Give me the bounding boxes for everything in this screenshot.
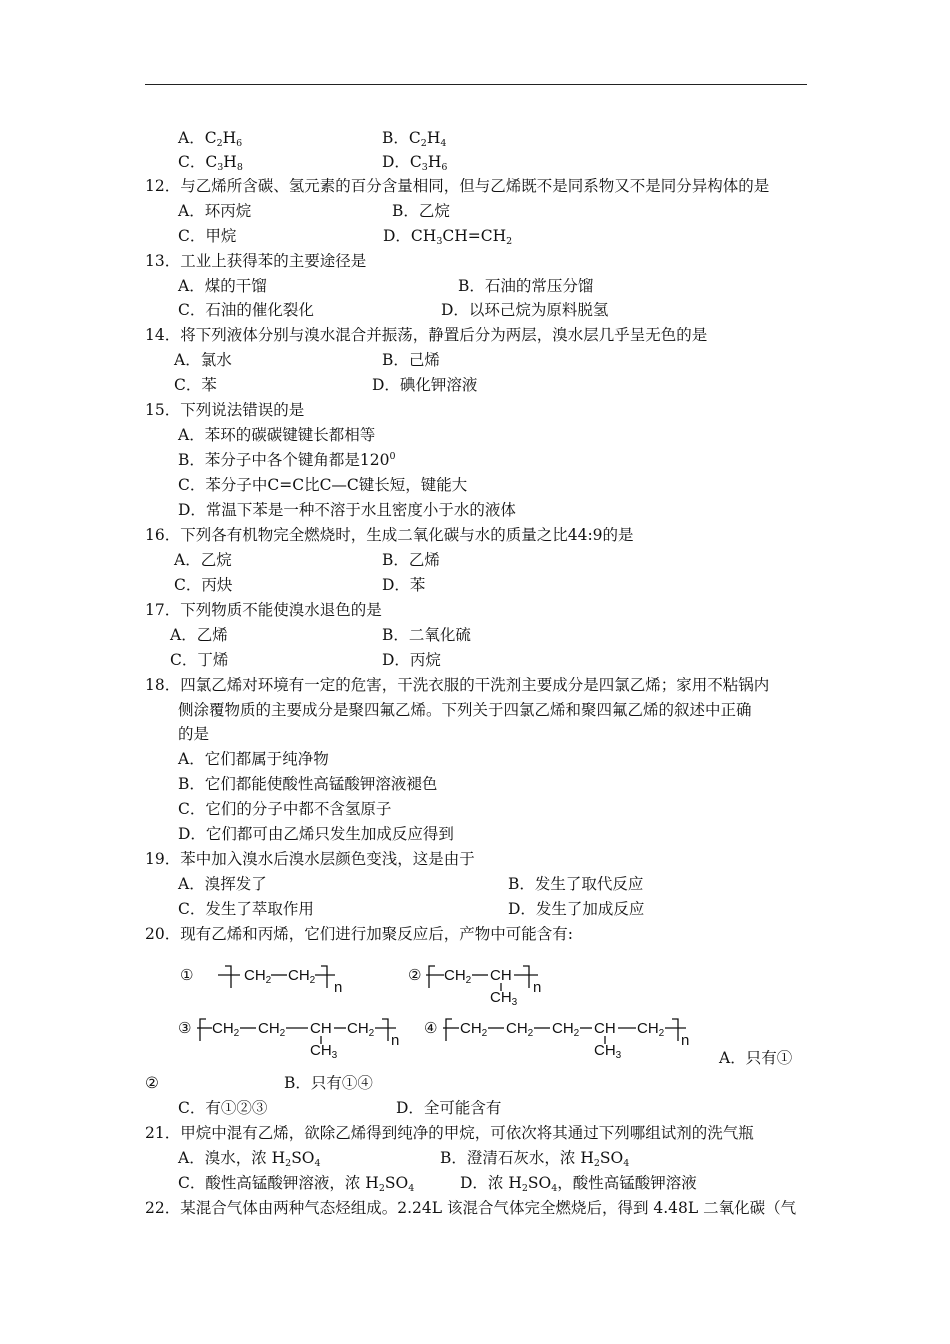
q11-option-c: C．$C_3H_8$ [178, 153, 243, 173]
q18-option-c: C．它们的分子中都不含氢原子 [178, 800, 392, 818]
q11-option-b: B．$C_2H_4$ [382, 129, 447, 149]
q17-option-c: C．丁烯 [170, 651, 229, 669]
atom-ch2: $CH_2$ [552, 1020, 580, 1039]
q14-option-c: C．苯 [174, 376, 217, 394]
bracket-left [225, 966, 231, 988]
q20-option-a-part1: A．只有① [719, 1049, 793, 1067]
atom-ch2: $CH_2$ [444, 967, 472, 986]
q21-option-a: A．溴水，浓 $H_2SO_4$ [178, 1149, 321, 1169]
q21-option-d: D．浓 $H_2SO_4$，酸性高锰酸钾溶液 [460, 1174, 697, 1194]
q12-stem: 12．与乙烯所含碳、氢元素的百分含量相同，但与乙烯既不是同系物又不是同分异构体的是 [145, 177, 770, 195]
q15-stem: 15．下列说法错误的是 [145, 401, 305, 419]
q13-option-c: C．石油的催化裂化 [178, 301, 314, 319]
q18-stem-line2: 侧涂覆物质的主要成分是聚四氟乙烯。下列关于四氯乙烯和聚四氟乙烯的叙述中正确 [178, 701, 752, 719]
bracket-left [446, 1019, 452, 1041]
q14-option-a: A．氯水 [174, 351, 232, 369]
q18-stem-line3: 的是 [178, 725, 210, 743]
polymer-structure-3 [178, 1019, 399, 1061]
structure-number-2: ② [408, 967, 422, 984]
structure-number-3: ③ [178, 1020, 192, 1037]
atom-ch2: $CH_2$ [288, 967, 316, 986]
atom-ch: CH [310, 1020, 332, 1037]
q20-stem: 20．现有乙烯和丙烯，它们进行加聚反应后，产物中可能含有: [145, 925, 573, 943]
q15-option-c: C．苯分子中C=C比C—C键长短，键能大 [178, 476, 468, 494]
q11-option-a: A．$C_2H_6$ [178, 129, 243, 149]
q13-stem: 13．工业上获得苯的主要途径是 [145, 252, 367, 270]
q19-stem: 19．苯中加入溴水后溴水层颜色变浅，这是由于 [145, 850, 475, 868]
q18-option-d: D．它们都可由乙烯只发生加成反应得到 [178, 825, 454, 843]
q12-option-b: B．乙烷 [392, 202, 450, 220]
q19-option-c: C．发生了萃取作用 [178, 900, 314, 918]
q16-option-d: D．苯 [382, 576, 426, 594]
q16-option-a: A．乙烷 [174, 551, 232, 569]
q11-option-d: D．$C_3H_6$ [382, 153, 448, 173]
q12-option-c: C．甲烷 [178, 227, 237, 245]
q20-option-c: C．有①②③ [178, 1099, 268, 1117]
q14-option-d: D．碘化钾溶液 [372, 376, 478, 394]
q18-option-a: A．它们都属于纯净物 [178, 750, 329, 768]
q22-stem: 22．某混合气体由两种气态烃组成。2.24L 该混合气体完全燃烧后，得到 4.48L 二氧化碳（气 [145, 1199, 797, 1217]
repeat-n: n [533, 979, 542, 996]
atom-ch: CH [594, 1020, 616, 1037]
structure-number-4: ④ [424, 1020, 438, 1037]
q13-option-d: D．以环己烷为原料脱氢 [441, 301, 609, 319]
bracket-right [523, 966, 529, 988]
bracket-left [200, 1019, 206, 1041]
atom-ch3: $CH_3$ [490, 989, 518, 1008]
q20-option-d: D．全可能含有 [396, 1099, 502, 1117]
atom-ch: CH [490, 967, 512, 984]
atom-ch2: $CH_2$ [506, 1020, 534, 1039]
q19-option-d: D．发生了加成反应 [508, 900, 645, 918]
q15-option-a: A．苯环的碳碳键键长都相等 [178, 426, 376, 444]
q13-option-a: A．煤的干馏 [178, 277, 267, 295]
q20-option-b: B．只有①④ [284, 1074, 373, 1092]
q15-option-d: D．常温下苯是一种不溶于水且密度小于水的液体 [178, 501, 516, 519]
q17-option-d: D．丙烷 [382, 651, 441, 669]
structure-number-1: ① [180, 967, 194, 984]
q14-stem: 14．将下列液体分别与溴水混合并振荡，静置后分为两层，溴水层几乎呈无色的是 [145, 326, 708, 344]
repeat-n: n [681, 1032, 690, 1049]
bracket-left [429, 966, 435, 988]
atom-ch2: $CH_2$ [637, 1020, 665, 1039]
q15-option-b: B．苯分子中各个键角都是$120^0$ [178, 451, 396, 469]
repeat-n: n [334, 979, 343, 996]
q17-option-b: B．二氧化硫 [382, 626, 471, 644]
q18-stem-line1: 18．四氯乙烯对环境有一定的危害，干洗衣服的干洗剂主要成分是四氯乙烯；家用不粘锅内 [145, 676, 770, 694]
bracket-right [382, 1019, 388, 1041]
q17-stem: 17．下列物质不能使溴水退色的是 [145, 601, 382, 619]
q21-stem: 21．甲烷中混有乙烯，欲除乙烯得到纯净的甲烷，可依次将其通过下列哪组试剂的洗气瓶 [145, 1124, 754, 1142]
polymer-structure-2 [408, 966, 541, 1008]
atom-ch2: $CH_2$ [347, 1020, 375, 1039]
atom-ch2: $CH_2$ [258, 1020, 286, 1039]
q20-option-a-part2: ② [145, 1074, 159, 1092]
atom-ch2: $CH_2$ [460, 1020, 488, 1039]
repeat-n: n [391, 1032, 400, 1049]
polymer-structure-1 [180, 966, 342, 996]
q16-option-b: B．乙烯 [382, 551, 440, 569]
q21-option-b: B．澄清石灰水，浓 $H_2SO_4$ [440, 1149, 630, 1169]
q14-option-b: B．己烯 [382, 351, 440, 369]
q21-option-c: C．酸性高锰酸钾溶液，浓 $H_2SO_4$ [178, 1174, 415, 1194]
polymer-structure-4 [424, 1019, 689, 1061]
atom-ch3: $CH_3$ [594, 1042, 622, 1061]
q19-option-a: A．溴挥发了 [178, 875, 267, 893]
q16-option-c: C．丙炔 [174, 576, 233, 594]
atom-ch2: $CH_2$ [212, 1020, 240, 1039]
q12-option-d: D．$CH_3CH=CH_2$ [383, 227, 513, 247]
q19-option-b: B．发生了取代反应 [508, 875, 644, 893]
bracket-right [321, 966, 327, 988]
bracket-right [672, 1019, 678, 1041]
q16-stem: 16．下列各有机物完全燃烧时，生成二氧化碳与水的质量之比44:9的是 [145, 526, 634, 544]
atom-ch2: $CH_2$ [244, 967, 272, 986]
q18-option-b: B．它们都能使酸性高锰酸钾溶液褪色 [178, 775, 438, 793]
q13-option-b: B．石油的常压分馏 [458, 277, 594, 295]
q17-option-a: A．乙烯 [170, 626, 228, 644]
q12-option-a: A．环丙烷 [178, 202, 252, 220]
atom-ch3: $CH_3$ [310, 1042, 338, 1061]
